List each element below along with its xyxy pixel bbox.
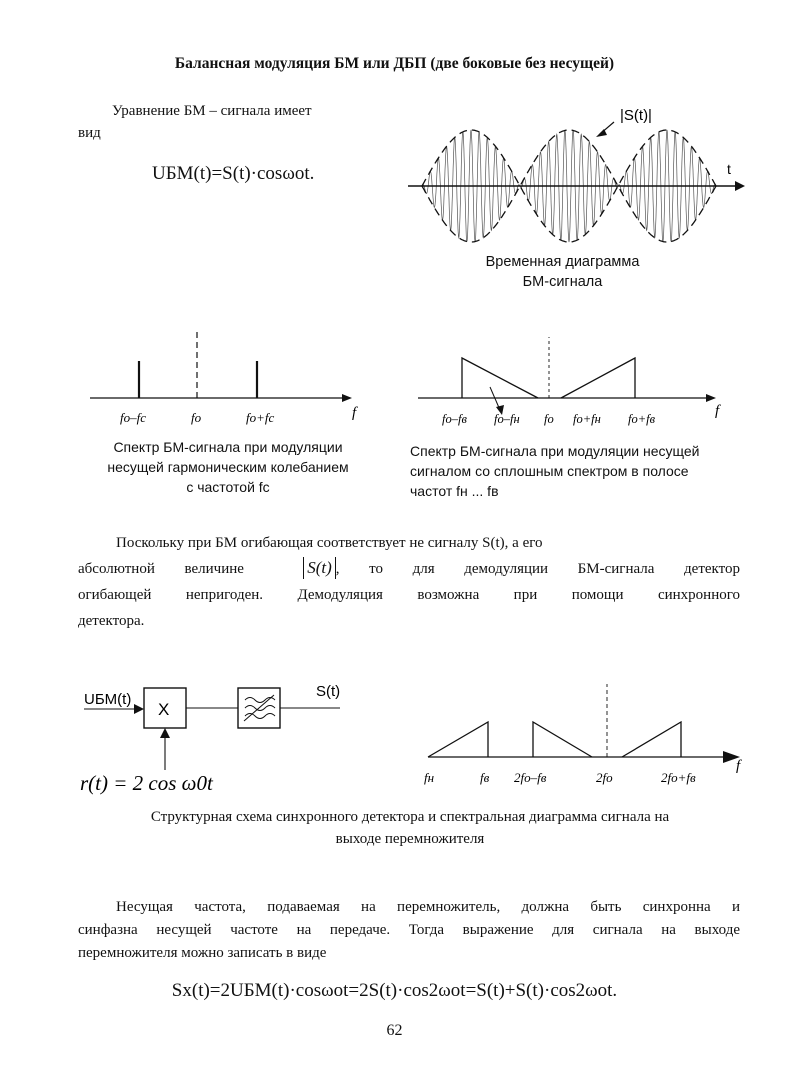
paragraph1-line-4: детектора. <box>78 613 145 629</box>
time-axis-arrow <box>735 181 745 191</box>
spectrum1-axis-label: f <box>352 405 357 421</box>
page-number: 62 <box>386 1022 403 1039</box>
spectrum2-tick-4: fо+fв <box>628 412 656 426</box>
spectrum3-tick-4: 2fо+fв <box>661 770 696 785</box>
reference-label: r(t) = 2 cos ω0t <box>80 771 213 795</box>
synchronous-detector-diagram <box>78 676 378 796</box>
spectrum2-tick-1: fо–fн <box>494 412 520 426</box>
envelope-label: |S(t)| <box>620 107 652 124</box>
spectrum3-upper-band <box>622 722 681 757</box>
paragraph1-line-2a: абсолютной величине <box>78 561 244 577</box>
spectrum-harmonic <box>80 325 380 435</box>
spectrum3-tick-2: 2fо–fв <box>514 770 547 785</box>
time-caption-line-2: БМ-сигнала <box>522 274 603 290</box>
spectrum3-baseband <box>428 722 488 757</box>
time-caption-line-1: Временная диаграмма <box>485 254 640 270</box>
intro-line-1: Уравнение БМ – сигнала имеет <box>112 103 312 119</box>
spectrum1-axis-arrow <box>342 394 352 402</box>
spectrum1-caption <box>78 437 378 497</box>
spectrum1-caption-line-3: с частотой fc <box>186 479 270 495</box>
spectrum1-tick-upper: fо+fc <box>246 410 275 425</box>
input-label: UБМ(t) <box>84 691 132 708</box>
spectrum3-tick-3: 2fо <box>596 770 613 785</box>
paragraph1-line-2 <box>78 556 740 582</box>
paragraph1-line-2b: , то для демодуляции БМ-сигнала детектор <box>335 561 741 577</box>
spectrum1-tick-lower: fо–fc <box>120 410 146 425</box>
paragraph1-line-1: Поскольку при БМ огибающая соответствует не сигналу S(t), а его <box>116 535 543 551</box>
paragraph2-line-1: Несущая частота, подаваемая на перемножитель, должна быть синхронна и <box>116 899 740 915</box>
formula-multiplier-output: Sx(t)=2UБМ(t)·cosωоt=2S(t)·cos2ωоt=S(t)+S(t)·cos2ωоt. <box>171 980 618 1001</box>
reference-arrow <box>160 728 170 738</box>
spectrum2-axis-label: f <box>715 403 720 419</box>
spectrum2-axis-arrow <box>706 394 716 402</box>
multiplier-label: X <box>158 700 170 719</box>
time-diagram <box>400 100 760 250</box>
input-arrow <box>134 704 144 714</box>
formula-bm-signal: UБМ(t)=S(t)·cosωоt. <box>152 163 315 184</box>
spectrum2-caption-line-2: сигналом со сплошным спектром в полосе <box>410 463 689 479</box>
spectrum3-axis-label: f <box>736 758 741 774</box>
abs-value-s: S(t) <box>303 557 336 579</box>
spectrum2-tick-2: fо <box>544 412 554 426</box>
spectrum2-lower-sideband <box>462 358 538 398</box>
spectrum3-lower-band <box>533 722 592 757</box>
time-axis-label: t <box>727 161 731 177</box>
paragraph1-line-3: огибающей непригоден. Демодуляция возможна при помощи синхронного <box>78 587 740 603</box>
time-diagram-caption <box>430 252 695 292</box>
spectrum2-caption-line-1: Спектр БМ-сигнала при модуляции несущей <box>410 443 700 459</box>
spectrum2-tick-0: fо–fв <box>442 412 467 426</box>
figure-caption-line-1: Структурная схема синхронного детектора и спектральная диаграмма сигнала на <box>150 809 670 825</box>
spectrum2-tick-3: fо+fн <box>573 412 601 426</box>
spectrum3-tick-1: fв <box>480 770 490 785</box>
paragraph-multiplier <box>78 896 740 965</box>
page-title: Балансная модуляция БМ или ДБП (две боковые без несущей) <box>174 55 615 72</box>
paragraph-envelope <box>78 530 740 634</box>
spectrum2-caption <box>410 441 758 501</box>
spectrum2-caption-line-3: частот fн ... fв <box>410 483 499 499</box>
intro-line-2: вид <box>78 125 101 141</box>
intro-text <box>78 100 370 144</box>
spectrum1-tick-carrier: fо <box>191 410 202 425</box>
figure-caption-line-2: выходе перемножителя <box>335 831 485 847</box>
output-label: S(t) <box>316 683 341 700</box>
paragraph2-line-2: синфазна несущей частоте на передаче. Тогда выражение для сигнала на выходе <box>78 922 740 938</box>
paragraph2-line-3: перемножителя можно записать в виде <box>78 945 327 961</box>
spectrum3-tick-0: fн <box>424 770 435 785</box>
spectrum-multiplier-output <box>410 676 760 796</box>
spectrum2-upper-sideband <box>561 358 635 398</box>
spectrum1-caption-line-1: Спектр БМ-сигнала при модуляции <box>113 439 343 455</box>
figure-caption <box>60 806 760 850</box>
spectrum-continuous <box>410 325 760 437</box>
spectrum1-caption-line-2: несущей гармоническим колебанием <box>107 459 349 475</box>
